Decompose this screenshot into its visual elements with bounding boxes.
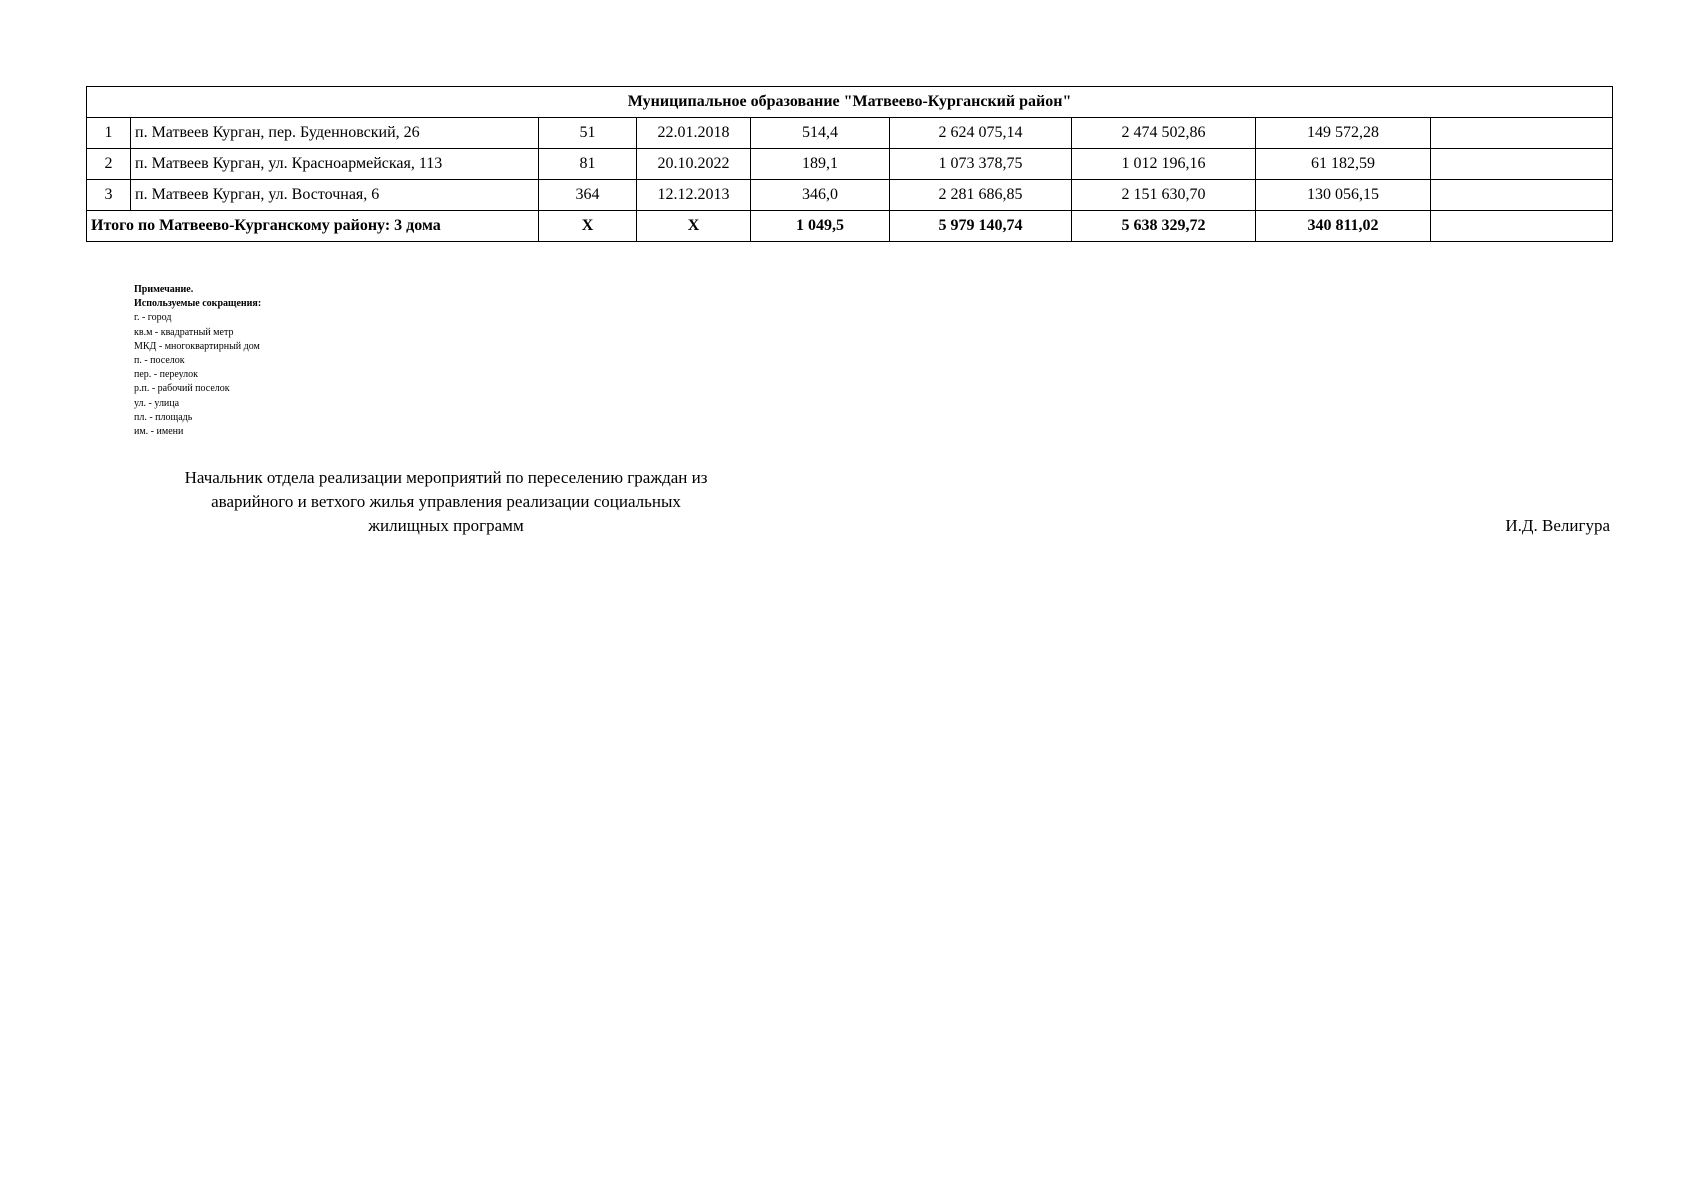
municipality-header: Муниципальное образование "Матвеево-Курганский район"	[87, 87, 1613, 118]
note-item: ул. - улица	[134, 397, 180, 409]
area-cell: 514,4	[751, 118, 890, 149]
amount-cell: 1 012 196,16	[1072, 149, 1256, 180]
note-item: кв.м - квадратный метр	[134, 326, 234, 338]
row-number: 1	[87, 118, 131, 149]
area-cell: 189,1	[751, 149, 890, 180]
amount-cell: 2 624 075,14	[890, 118, 1072, 149]
note-item: им. - имени	[134, 426, 184, 438]
empty-cell	[1431, 118, 1613, 149]
amount-cell: 2 151 630,70	[1072, 180, 1256, 211]
total-amount: 5 638 329,72	[1072, 211, 1256, 242]
position-line: аварийного и ветхого жилья управления реализации социальных	[211, 492, 681, 511]
address-cell: п. Матвеев Курган, ул. Красноармейская, 113	[131, 149, 539, 180]
table-header-row	[87, 87, 1613, 118]
date-cell: 20.10.2022	[637, 149, 751, 180]
row-number: 3	[87, 180, 131, 211]
note-subtitle: Используемые сокращения:	[134, 298, 262, 310]
date-cell: 12.12.2013	[637, 180, 751, 211]
table-row	[87, 149, 1613, 180]
housing-table	[86, 86, 1613, 242]
date-cell: 22.01.2018	[637, 118, 751, 149]
empty-cell	[1431, 211, 1613, 242]
signatory-name: И.Д. Велигура	[1505, 516, 1610, 535]
row-number: 2	[87, 149, 131, 180]
position-line: Начальник отдела реализации мероприятий по переселению граждан из	[184, 468, 708, 487]
amount-cell: 2 281 686,85	[890, 180, 1072, 211]
signatory-position	[140, 466, 752, 538]
total-area: 1 049,5	[751, 211, 890, 242]
amount-cell: 130 056,15	[1256, 180, 1431, 211]
total-cell: Х	[637, 211, 751, 242]
address-cell: п. Матвеев Курган, пер. Буденновский, 26	[131, 118, 539, 149]
empty-cell	[1431, 149, 1613, 180]
note-item: п. - поселок	[134, 355, 185, 367]
total-amount: 5 979 140,74	[890, 211, 1072, 242]
area-cell: 346,0	[751, 180, 890, 211]
doc-number-cell: 51	[539, 118, 637, 149]
total-row	[87, 211, 1613, 242]
total-cell: Х	[539, 211, 637, 242]
abbreviations-note	[134, 283, 261, 439]
note-item: пер. - переулок	[134, 369, 199, 381]
empty-cell	[1431, 180, 1613, 211]
position-line: жилищных программ	[368, 516, 524, 535]
doc-number-cell: 364	[539, 180, 637, 211]
table-row	[87, 118, 1613, 149]
address-cell: п. Матвеев Курган, ул. Восточная, 6	[131, 180, 539, 211]
note-title: Примечание.	[134, 284, 194, 295]
table-row	[87, 180, 1613, 211]
doc-number-cell: 81	[539, 149, 637, 180]
amount-cell: 149 572,28	[1256, 118, 1431, 149]
total-amount: 340 811,02	[1256, 211, 1431, 242]
amount-cell: 61 182,59	[1256, 149, 1431, 180]
note-item: МКД - многоквартирный дом	[134, 340, 260, 352]
amount-cell: 1 073 378,75	[890, 149, 1072, 180]
note-item: р.п. - рабочий поселок	[134, 383, 230, 395]
total-label: Итого по Матвеево-Курганскому району: 3 дома	[87, 211, 539, 242]
amount-cell: 2 474 502,86	[1072, 118, 1256, 149]
note-item: пл. - площадь	[134, 411, 193, 423]
note-item: г. - город	[134, 312, 172, 324]
